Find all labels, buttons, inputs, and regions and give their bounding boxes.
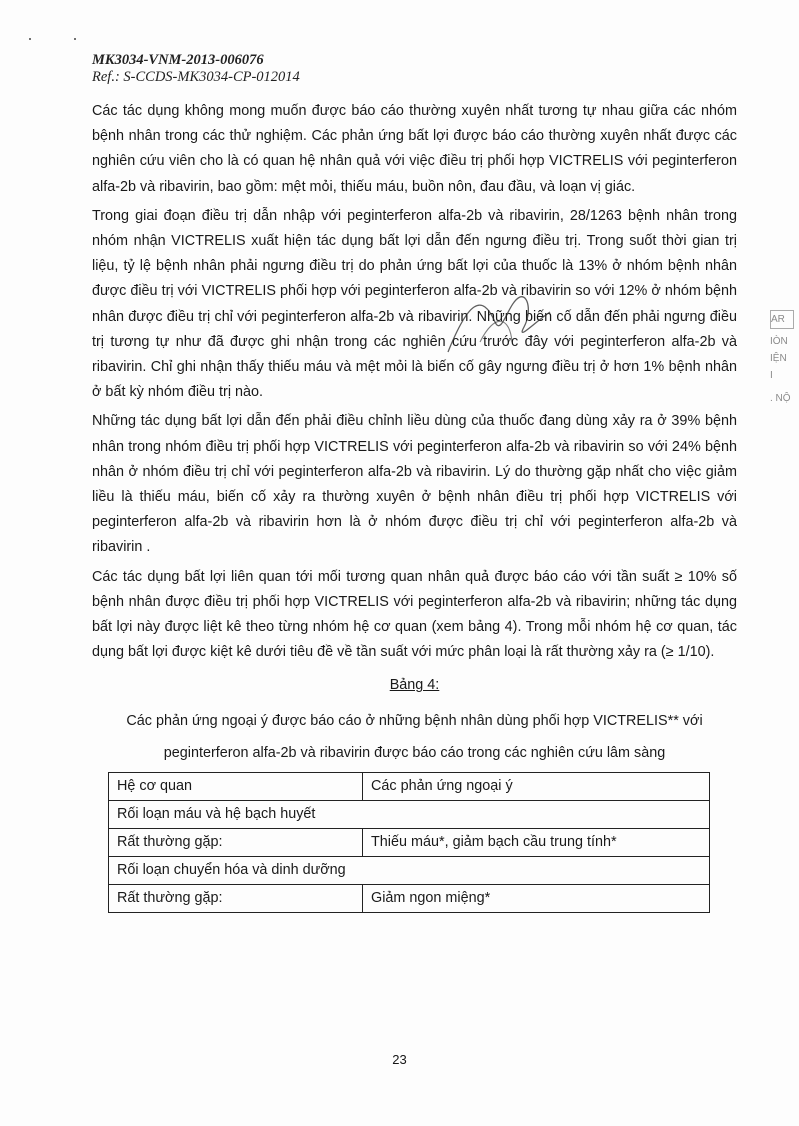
table-title-line: Các phản ứng ngoại ý được báo cáo ở những bệnh nhân dùng phối hợp VICTRELIS** với (126, 713, 703, 730)
scan-dot (29, 38, 31, 40)
table-group-row (109, 801, 710, 829)
scan-margin-bleed (770, 290, 799, 850)
paragraph: Trong giai đoạn điều trị dẫn nhập với peginterferon alfa-2b và ribavirin, 28/1263 bệnh nhân trong nhóm nhận VICTRELIS xuất hiện tác dụng bất lợi dẫn đến ngưng điều trị. Trong suốt thời gian trị liệu, tỷ lệ bệnh nhân phải ngưng điều trị do phản ứng bất lợi của thuốc là 13% ở nhóm bệnh nhân được điều trị với VICTRELIS phối hợp với peginterferon alfa-2b và ribavirin so với 12% ở nhóm bệnh nhân được điều trị chỉ với peginterferon alfa-2b và ribavirin. Những biến cố dẫn đến phải ngưng điều trị tương tự như đã được ghi nhận trong các nghiên cứu trước đây với peginterferon alfa-2b và ribavirin. Chỉ ghi nhận thấy thiếu máu và mệt mỏi là biến cố gây ngưng điều trị ở hơn 1% bệnh nhân ở bất kỳ nhóm điều trị nào. (92, 207, 737, 401)
table-group-cell: Rối loạn máu và hệ bạch huyết (109, 801, 710, 829)
table-label: Bảng 4: (389, 677, 440, 694)
table-row (109, 885, 710, 913)
page-number: 23 (392, 1052, 407, 1067)
adverse-reactions-table (108, 772, 710, 913)
margin-stamp-fragment: AR (770, 310, 794, 329)
table-cell: Rất thường gặp: (109, 885, 363, 913)
margin-stamp-fragment: IỆN (770, 353, 787, 364)
table-caption (92, 673, 737, 769)
table-group-cell: Rối loạn chuyển hóa và dinh dưỡng (109, 857, 710, 885)
document-reference (92, 52, 300, 86)
table-header-cell: Các phản ứng ngoại ý (363, 773, 710, 801)
paragraph: Những tác dụng bất lợi dẫn đến phải điều chỉnh liều dùng của thuốc đang dùng xảy ra ở 39% bệnh nhân trong nhóm điều trị phối hợp VICTRELIS với peginterferon alfa-2b và ribavirin so với 24% bệnh nhân ở nhóm điều trị chỉ với peginterferon alfa-2b và ribavirin. Lý do thường gặp nhất cho việc giảm liều là thiếu máu, biến cố xảy ra thường xuyên ở bệnh nhân điều trị phối hợp VICTRELIS với peginterferon alfa-2b và ribavirin hơn là ở nhóm được điều trị chỉ với peginterferon alfa-2b và ribavirin . (92, 413, 737, 556)
body-text (92, 99, 737, 913)
margin-stamp-fragment: I (770, 370, 773, 381)
table-header-cell: Hệ cơ quan (109, 773, 363, 801)
table-title-line: peginterferon alfa-2b và ribavirin được báo cáo trong các nghiên cứu lâm sàng (163, 745, 666, 762)
paragraph: Các tác dụng bất lợi liên quan tới mối tương quan nhân quả được báo cáo với tần suất ≥ 10% số bệnh nhân được điều trị phối hợp VICTRELIS với peginterferon alfa-2b và ribavirin; những tác dụng bất lợi này được liệt kê theo từng nhóm hệ cơ quan (xem bảng 4). Trong mỗi nhóm hệ cơ quan, tác dụng bất lợi được kiệt kê dưới tiêu đề về tần suất với mức phân loại là rất thường xảy ra (≥ 1/10). (92, 568, 737, 661)
document-code: MK3034-VNM-2013-006076 (92, 52, 264, 68)
scan-dot (74, 38, 76, 40)
table-group-row (109, 857, 710, 885)
margin-stamp-fragment: . NỘ (770, 393, 791, 404)
paragraph: Các tác dụng không mong muốn được báo cáo thường xuyên nhất tương tự nhau giữa các nhóm bệnh nhân trong các thử nghiệm. Các phản ứng bất lợi được báo cáo thường xuyên nhất được các nghiên cứu viên cho là có quan hệ nhân quả với việc điều trị phối hợp VICTRELIS với peginterferon alfa-2b và ribavirin, bao gồm: mệt mỏi, thiếu máu, buồn nôn, đau đầu, và loạn vị giác. (92, 103, 737, 195)
table-cell: Thiếu máu*, giảm bạch cầu trung tính* (363, 829, 710, 857)
table-row (109, 829, 710, 857)
table-header-row (109, 773, 710, 801)
margin-stamp-fragment: IÒN (770, 336, 788, 347)
table-cell: Rất thường gặp: (109, 829, 363, 857)
table-cell: Giảm ngon miệng* (363, 885, 710, 913)
document-ref: Ref.: S-CCDS-MK3034-CP-012014 (92, 69, 300, 85)
